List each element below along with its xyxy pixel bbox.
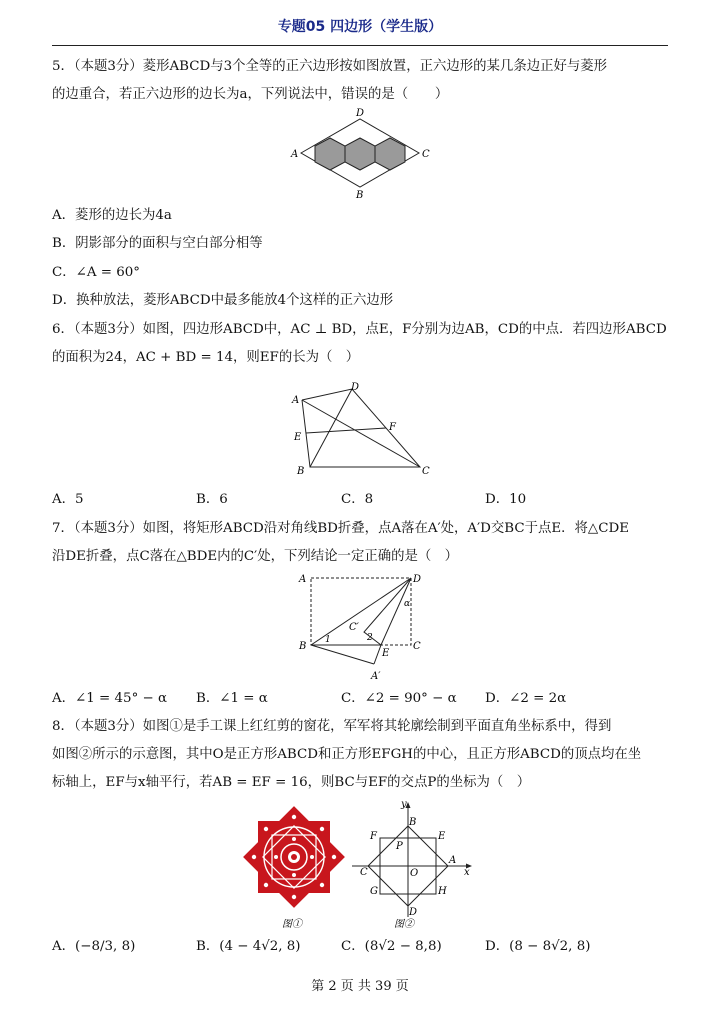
q6-stem-line1: 6．（本题3分）如图，四边形ABCD中，AC ⊥ BD，点E，F分别为边AB，CD的中点．若四边形ABCD [52,322,667,337]
q7-option-d: D．∠2 = 2α [485,691,567,706]
q5-option-a: A．菱形的边长为4a [52,208,172,223]
q7-label-c: C [413,641,421,652]
q6-option-a: A．5 [52,492,84,507]
q7-figure-folded-rectangle [290,568,430,684]
q8-stem-line1: 8．（本题3分）如图①是手工课上红红剪的窗花，军军将其轮廓绘制到平面直角坐标系中，得到 [52,719,612,734]
q7-label-a-prime: A′ [371,671,381,682]
q8-figure-paper-cut [242,805,346,935]
q8-label-g: G [370,886,378,897]
q5-label-d: D [356,108,365,119]
q5-option-d: D．换种放法，菱形ABCD中最多能放4个这样的正六边形 [52,293,394,308]
q5-label-a: A [291,149,299,160]
q8-label-c: C [360,867,368,878]
q8-label-y: y [401,799,407,810]
q8-option-a: A．(−8/3, 8) [52,939,136,954]
page-footer-number: 第 2 页 共 39 页 [311,979,409,994]
q7-label-e: E [382,648,390,659]
q8-option-c: C．(8√2 − 8,8) [341,939,442,954]
q7-option-c: C．∠2 = 90° − α [341,691,457,706]
q6-option-b: B．6 [196,492,228,507]
page-header-title: 专题05 四边形（学生版） [277,19,443,35]
q8-option-d: D．(8 − 8√2, 8) [485,939,591,954]
q7-label-angle-2: 2 [367,633,373,643]
q7-option-b: B．∠1 = α [196,691,268,706]
q6-stem-line2: 的面积为24，AC + BD = 14，则EF的长为（ ） [52,350,360,365]
q7-stem-line1: 7．（本题3分）如图，将矩形ABCD沿对角线BD折叠，点A落在A′处，A′D交BC于点E．将△CDE [52,521,629,536]
q8-figure-coordinate-diagram [346,795,476,935]
q5-option-b: B．阴影部分的面积与空白部分相等 [52,236,263,251]
q5-stem-line1: 5．（本题3分）菱形ABCD与3个全等的正六边形按如图放置，正六边形的某几条边正好与菱形 [52,59,608,74]
q8-label-p: P [396,841,403,852]
q8-label-a: A [449,855,457,866]
q8-stem-line3: 标轴上，EF与x轴平行，若AB = EF = 16，则BC与EF的交点P的坐标为（ ） [52,775,531,790]
q7-label-alpha: α [404,599,411,609]
q8-label-o: O [410,868,419,879]
q6-label-c: C [422,466,430,477]
q7-label-b: B [299,641,307,652]
q8-caption-figure-1: 图① [282,919,302,930]
header-divider [52,45,668,46]
q8-label-h: H [438,886,447,897]
q7-label-c-prime: C′ [349,622,359,633]
q6-option-c: C．8 [341,492,374,507]
q8-label-b: B [409,817,417,828]
q5-figure-rhombus-hexagons [285,106,435,202]
q8-caption-figure-2: 图② [394,919,414,930]
q8-label-x: x [464,867,470,878]
q5-label-b: B [356,190,364,201]
q5-label-c: C [422,149,430,160]
q5-option-c: C．∠A = 60° [52,265,140,280]
q6-label-d: D [351,382,360,393]
q6-figure-quadrilateral [285,378,435,478]
q6-label-a: A [292,395,300,406]
q7-label-a: A [299,574,307,585]
q7-label-angle-1: 1 [325,635,331,645]
q8-label-f: F [370,831,377,842]
q6-label-b: B [297,466,305,477]
q8-label-d: D [409,907,418,918]
q7-option-a: A．∠1 = 45° − α [52,691,168,706]
q7-stem-line2: 沿DE折叠，点C落在△BDE内的C′处，下列结论一定正确的是（ ） [52,549,459,564]
q7-label-d: D [413,574,422,585]
q8-stem-line2: 如图②所示的示意图，其中O是正方形ABCD和正方形EFGH的中心，且正方形ABCD的顶点均在坐 [52,747,642,762]
q8-option-b: B．(4 − 4√2, 8) [196,939,301,954]
q5-stem-line2: 的边重合，若正六边形的边长为a，下列说法中，错误的是（ ） [52,87,449,102]
q6-label-e: E [294,432,302,443]
q6-label-f: F [389,422,396,433]
q6-option-d: D．10 [485,492,527,507]
q8-label-e: E [438,831,446,842]
